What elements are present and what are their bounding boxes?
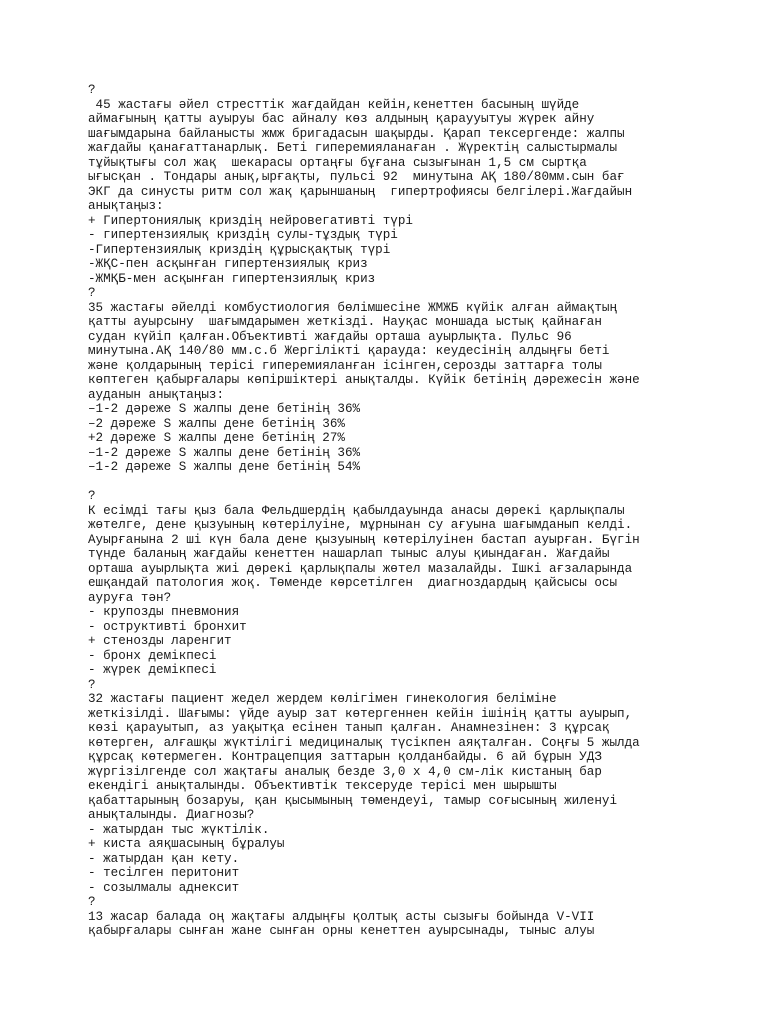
text-block-2 xyxy=(88,489,688,939)
text-line: - оструктивті бронхит xyxy=(88,619,247,634)
text-line: - жатырдан тыс жүктілік. xyxy=(88,822,270,837)
text-line: ауданын анықтаңыз: xyxy=(88,387,225,402)
text-line: 35 жастағы әйелді комбустиология бөлімшесіне ЖМЖБ күйік алған аймақтың xyxy=(88,300,618,315)
text-line: - тесілген перитонит xyxy=(88,866,240,880)
text-line: Ауырғанына 2 ші күн бала дене қызуының көтерілуінен бастап ауырған. Бүгін xyxy=(88,532,640,547)
text-line: + стенозды ларенгит xyxy=(88,634,232,648)
text-line: - созылмалы аднексит xyxy=(88,880,240,895)
text-line: шағымдарына байланысты жмж бригадасын шақырды. Қарап тексергенде: жалпы xyxy=(88,126,625,141)
text-line: ? xyxy=(88,83,96,97)
text-line: –1-2 дәреже S жалпы дене бетінің 36% xyxy=(88,445,361,460)
text-line: ешқандай патология жоқ. Төменде көрсетілген диагноздардың қайсысы осы xyxy=(88,576,618,590)
text-line: К есімді тағы қыз бала Фельдшердің қабылдауында анасы дөрекі қарлықпалы xyxy=(88,503,625,518)
text-line: қатты ауырсыну шағымдарымен жеткізді. Науқас моншада ыстық қайнаған xyxy=(88,315,602,329)
text-line: + Гипертониялық криздің нейровегативті түрі xyxy=(88,213,413,228)
text-line: түнде баланың жағдайы кенеттен нашарлап тыныс алуы қиындаған. Жағдайы xyxy=(88,547,610,561)
text-line: +2 дәреже S жалпы дене бетінің 27% xyxy=(88,431,345,445)
text-line: жөтелге, дене қызуының көтерілуіне, мұрнынан су ағуына шағымданып келді. xyxy=(88,518,633,532)
text-line: ? xyxy=(88,677,96,692)
text-line: жағдайы қанағаттанарлық. Беті гиперемияланаған . Жүректің салыстырмалы xyxy=(88,141,618,155)
text-line: судан күйіп қалған.Объективті жағдайы орташа ауырлықта. Пульс 96 xyxy=(88,329,572,344)
text-line: тұйықтығы сол жақ шекарасы ортаңғы бұғана сызығынан 1,5 см сыртқа xyxy=(88,155,587,170)
text-line: қабаттарының бозаруы, қан қысымының төмендеуі, тамыр соғысының жиленуі xyxy=(88,793,618,808)
text-line: ? xyxy=(88,286,96,300)
text-line: жүргізілгенде сол жақтағы аналық безде 3,0 х 4,0 см-лік кистаның бар xyxy=(88,764,602,779)
text-line: көзі қарауытып, аз уақытқа есінен танып қалған. Анамнезінен: 3 құрсақ xyxy=(88,721,610,735)
text-line: ? xyxy=(88,895,96,909)
text-line: көтерген, алғашқы жүктілігі медициналық түсікпен аяқталған. Соңғы 5 жылда xyxy=(88,735,640,750)
text-line: –1-2 дәреже S жалпы дене бетінің 36% xyxy=(88,402,361,416)
text-line: - жатырдан қан кету. xyxy=(88,851,240,866)
text-line: көптеген қабырғалары көпіршіктері анықталды. Күйік бетінің дәрежесін және xyxy=(88,373,640,387)
text-line: екендігі анықталынды. Объективтік тексеруде терісі мен шырышты xyxy=(88,779,557,793)
text-line: аймағының қатты ауыруы бас айналу көз алдының қараууытуы жүрек айну xyxy=(88,112,595,126)
text-line: орташа ауырлықта жиі дөрекі қарлықпалы жөтел мазалайды. Ішкі ағзаларында xyxy=(88,561,633,576)
text-block-1 xyxy=(88,83,688,475)
text-line: + киста аяқшасының бұралуы xyxy=(88,837,285,851)
text-line: ауруға тән? xyxy=(88,590,172,605)
text-line: - жүрек демікпесі xyxy=(88,663,217,677)
text-line: жеткізілді. Шағымы: үйде ауыр зат көтергеннен кейін ішінің қатты ауырып, xyxy=(88,706,633,721)
text-line: -Гипертензиялық криздің құрысқақтық түрі xyxy=(88,242,391,257)
document-text xyxy=(88,83,688,939)
text-line: анықталынды. Диагнозы? xyxy=(88,808,255,822)
text-line: 32 жастағы пациент жедел жердем көлігімен гинекология беліміне xyxy=(88,692,557,706)
text-line: 13 жасар балада оң жақтағы алдыңғы қолтық асты сызығы бойында V-VII xyxy=(88,909,595,924)
text-line: анықтаңыз: xyxy=(88,199,164,213)
text-line: -ЖҚС-пен асқынған гипертензиялық криз xyxy=(88,257,368,271)
text-line: - крупозды пневмония xyxy=(88,605,240,619)
text-line: құрсақ көтермеген. Контрацепция заттарын қолданбайды. 6 ай бұрын УДЗ xyxy=(88,750,602,764)
text-line: және қолдарының терісі гиперемияланған ісінген,серозды заттарға толы xyxy=(88,358,602,373)
text-line: –1-2 дәреже S жалпы дене бетінің 54% xyxy=(88,460,361,474)
text-line: 45 жастағы әйел стресттік жағдайдан кейін,кенеттен басының шүйде xyxy=(88,97,580,112)
text-line: -ЖМҚБ-мен асқынған гипертензиялық криз xyxy=(88,271,376,286)
text-line: ЭКГ да синусты ритм сол жақ қарыншаның гипертрофиясы белгілері.Жағдайын xyxy=(88,184,633,199)
text-line: –2 дәреже S жалпы дене бетінің 36% xyxy=(88,416,345,431)
text-line: - гипертензиялық криздің сулы-тұздық түрі xyxy=(88,228,398,242)
text-line: ығысқан . Тондары анық,ырғақты, пульсі 92 минутына АҚ 180/80мм.сын бағ xyxy=(88,170,625,184)
blank-line xyxy=(88,475,688,490)
text-line: минутына.АҚ 140/80 мм.с.б Жергілікті қарауда: кеудесінің алдыңғы беті xyxy=(88,344,610,358)
text-line: - бронх демікпесі xyxy=(88,648,217,663)
text-line: ? xyxy=(88,489,96,503)
text-line: қабырғалары сынған жане сынған орны кенеттен ауырсынады, тыныс алуы xyxy=(88,924,595,938)
